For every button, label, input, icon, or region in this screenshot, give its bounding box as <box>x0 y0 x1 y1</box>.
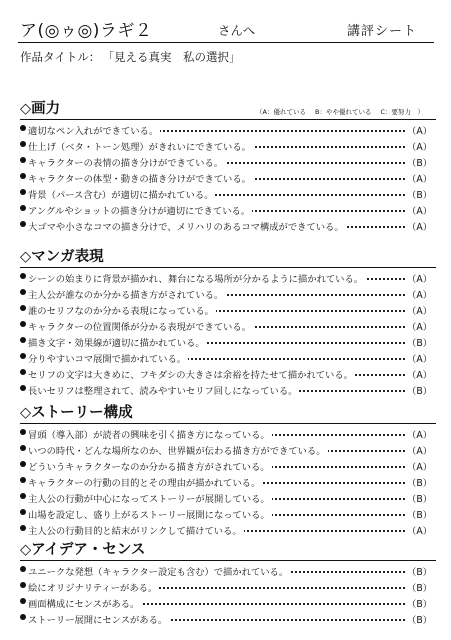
bullet-icon <box>20 337 26 343</box>
bullet-icon <box>20 369 26 375</box>
criterion-grade: （A） <box>405 443 432 457</box>
criteria-list <box>20 564 436 628</box>
criterion-row <box>20 459 436 475</box>
criterion-grade: （B） <box>405 383 432 397</box>
criterion-grade: （B） <box>405 187 432 201</box>
criterion-row <box>20 564 436 580</box>
grade-legend <box>247 107 424 116</box>
criterion-grade: （A） <box>405 523 432 537</box>
section-title: ◇ストーリー構成 <box>20 405 133 421</box>
criterion-grade: （A） <box>405 203 432 217</box>
bullet-icon <box>20 429 26 435</box>
criterion-grade: （B） <box>405 507 432 521</box>
criterion-row <box>20 523 436 539</box>
bullet-icon <box>20 125 26 131</box>
criterion-text: 大ゴマや小さなコマの描き分けで、メリハリのあるコマ構成ができている。 <box>28 219 346 233</box>
criterion-text: 主人公の行動が中心になってストーリーが展開している。 <box>28 491 272 505</box>
recipient-name: ア(◎ゥ◎)ラギ２ <box>20 21 153 41</box>
criterion-text: キャラクターの体型・動きの描き分けができている。 <box>28 171 253 185</box>
criteria-list <box>20 123 436 235</box>
criterion-text: キャラクターの位置関係が分かる表現ができている。 <box>28 319 253 333</box>
criteria-list <box>20 271 436 399</box>
criterion-row <box>20 596 436 612</box>
bullet-icon <box>20 582 26 588</box>
criterion-text: 主人公の行動目的と結末がリンクして描けている。 <box>28 523 244 537</box>
criterion-row <box>20 475 436 491</box>
criterion-row <box>20 612 436 628</box>
criterion-text: いつの時代・どんな場所なのか、世界観が伝わる描き方ができている。 <box>28 443 328 457</box>
criterion-grade: （A） <box>405 287 432 301</box>
criterion-row <box>20 367 436 383</box>
criterion-row <box>20 155 436 171</box>
section-idea-sense <box>20 538 436 628</box>
criterion-grade: （B） <box>405 596 432 610</box>
section-story-structure <box>20 401 436 539</box>
criterion-row <box>20 507 436 523</box>
criterion-grade: （B） <box>405 155 432 169</box>
criterion-grade: （B） <box>405 491 432 505</box>
criterion-row <box>20 491 436 507</box>
section-divider <box>20 267 436 268</box>
section-divider <box>20 560 436 561</box>
criterion-grade: （A） <box>405 219 432 233</box>
criterion-grade: （A） <box>405 427 432 441</box>
bullet-icon <box>20 141 26 147</box>
criterion-row <box>20 187 436 203</box>
bullet-icon <box>20 477 26 483</box>
criterion-grade: （A） <box>405 123 432 137</box>
criterion-grade: （A） <box>405 139 432 153</box>
criterion-row <box>20 319 436 335</box>
criterion-text: 分りやすいコマ展開で描かれている。 <box>28 351 188 365</box>
criterion-grade: （A） <box>405 271 432 285</box>
criterion-grade: （A） <box>405 171 432 185</box>
bullet-icon <box>20 493 26 499</box>
work-title-label: 作品タイトル： <box>20 50 101 64</box>
criterion-row <box>20 303 436 319</box>
criterion-grade: （B） <box>405 475 432 489</box>
bullet-icon <box>20 305 26 311</box>
section-manga-expression <box>20 245 436 399</box>
criterion-row <box>20 427 436 443</box>
criterion-grade: （B） <box>405 335 432 349</box>
bullet-icon <box>20 289 26 295</box>
criterion-grade: （A） <box>405 319 432 333</box>
criterion-text: アングルやショットの描き分けが適切にできている。 <box>28 203 252 217</box>
criterion-grade: （B） <box>405 580 432 594</box>
bullet-icon <box>20 157 26 163</box>
bullet-icon <box>20 598 26 604</box>
legend-b: B：やや優れている <box>314 108 372 116</box>
criterion-row <box>20 219 436 235</box>
bullet-icon <box>20 445 26 451</box>
criterion-text: どういうキャラクターなのか分かる描き方がされている。 <box>28 459 272 473</box>
criterion-row <box>20 383 436 399</box>
criterion-grade: （B） <box>405 564 432 578</box>
criterion-text: 適切なペン入れができている。 <box>28 123 160 137</box>
bullet-icon <box>20 509 26 515</box>
criterion-text: 画面構成にセンスがある。 <box>28 596 141 610</box>
bullet-icon <box>20 525 26 531</box>
criterion-row <box>20 139 436 155</box>
criterion-text: 主人公が誰なのか分かる描き方がされている。 <box>28 287 225 301</box>
bullet-icon <box>20 273 26 279</box>
criterion-row <box>20 335 436 351</box>
section-divider <box>20 119 436 120</box>
bullet-icon <box>20 321 26 327</box>
legend-a: （A：優れている <box>256 108 306 116</box>
bullet-icon <box>20 205 26 211</box>
bullet-icon <box>20 173 26 179</box>
criterion-row <box>20 203 436 219</box>
bullet-icon <box>20 353 26 359</box>
legend-c: C：要努力 ） <box>380 108 424 116</box>
section-drawing <box>20 97 436 235</box>
criterion-text: 仕上げ（ベタ・トーン処理）がきれいにできている。 <box>28 139 253 153</box>
criterion-grade: （A） <box>405 351 432 365</box>
criterion-text: 冒頭（導入部）が読者の興味を引く描き方になっている。 <box>28 427 272 441</box>
criterion-row <box>20 351 436 367</box>
work-title: 「見える真実 私の選択」 <box>108 50 241 64</box>
criterion-row <box>20 123 436 139</box>
criterion-text: シーンの始まりに背景が描かれ、舞台になる場所が分かるように描かれている。 <box>28 271 365 285</box>
criterion-text: ユニークな発想（キャラクター設定も含む）で描かれている。 <box>28 564 290 578</box>
criterion-text: 誰のセリフなのか分かる表現になっている。 <box>28 303 216 317</box>
bullet-icon <box>20 189 26 195</box>
document-type: 講評シート <box>347 24 418 39</box>
criterion-row <box>20 287 436 303</box>
criterion-text: 描き文字・効果線が適切に描かれている。 <box>28 335 207 349</box>
bullet-icon <box>20 385 26 391</box>
bullet-icon <box>20 221 26 227</box>
criteria-list <box>20 427 436 539</box>
section-title: ◇アイデア・センス <box>20 542 146 558</box>
work-title-row <box>20 49 249 65</box>
section-title: ◇画力 <box>20 101 61 117</box>
bullet-icon <box>20 566 26 572</box>
criterion-grade: （A） <box>405 303 432 317</box>
bullet-icon <box>20 461 26 467</box>
criterion-text: 山場を設定し、盛り上がるストーリー展開になっている。 <box>28 507 272 521</box>
criterion-grade: （A） <box>405 459 432 473</box>
section-title: ◇マンガ表現 <box>20 249 104 265</box>
criterion-text: キャラクターの表情の描き分けができている。 <box>28 155 225 169</box>
criterion-row <box>20 171 436 187</box>
recipient-suffix: さんへ <box>218 23 256 38</box>
criterion-text: 背景（パース含む）が適切に描かれている。 <box>28 187 215 201</box>
criterion-grade: （A） <box>405 367 432 381</box>
criterion-text: セリフの文字は大きめに、フキダシの大きさは余裕を持たせて描かれている。 <box>28 367 355 381</box>
bullet-icon <box>20 614 26 620</box>
criterion-row <box>20 443 436 459</box>
header-divider <box>18 42 434 43</box>
criterion-grade: （B） <box>405 612 432 626</box>
section-divider <box>20 423 436 424</box>
criterion-row <box>20 271 436 287</box>
criterion-text: キャラクターの行動の目的とその理由が描かれている。 <box>28 475 262 489</box>
criterion-text: 絵にオリジナリティーがある。 <box>28 580 159 594</box>
criterion-row <box>20 580 436 596</box>
criterion-text: ストーリー展開にセンスがある。 <box>28 612 169 626</box>
criterion-text: 長いセリフは整理されて、読みやすいセリフ回しになっている。 <box>28 383 299 397</box>
